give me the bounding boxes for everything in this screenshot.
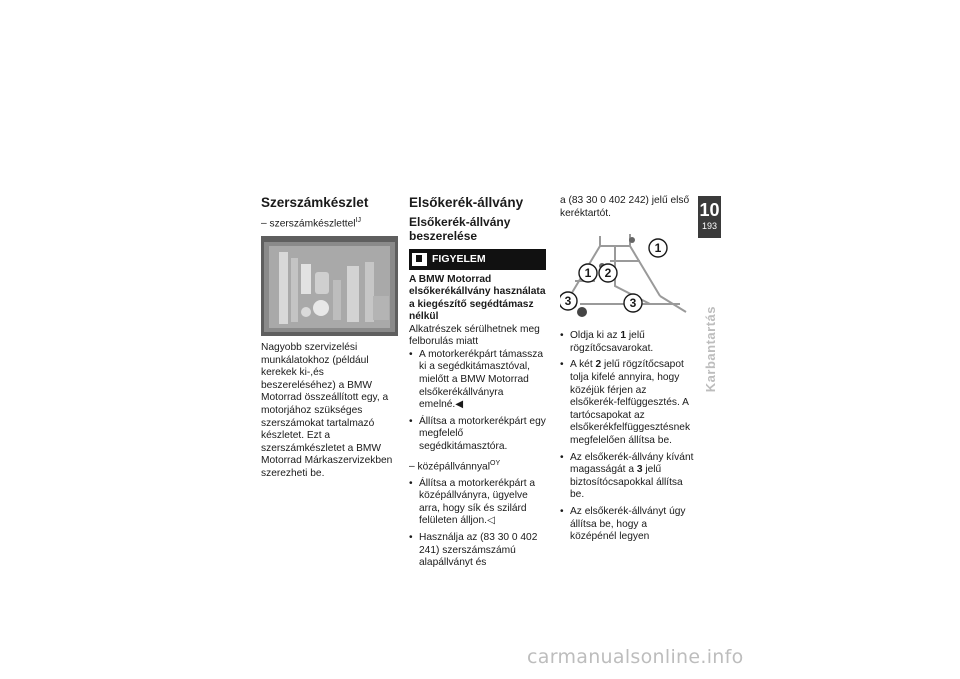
- toolkit-photo: [261, 236, 398, 336]
- chapter-label: Karbantartás: [703, 306, 718, 393]
- list-item: • Az elsőkerék-állványt úgy állítsa be, hogy a középénél legyen: [560, 506, 696, 544]
- callout-3-right: 3: [629, 296, 637, 311]
- intro-text: a (83 30 0 402 242) jelű első keréktartót.: [560, 195, 690, 219]
- section-title-front-stand: Elsőkerék-állvány: [409, 195, 524, 210]
- callout-3-left: 3: [564, 294, 572, 309]
- front-stand-diagram: [560, 226, 696, 320]
- instruction-list-3: [560, 330, 696, 544]
- column-toolkit: [261, 195, 398, 481]
- callout-1: 1: [654, 241, 662, 256]
- warning-banner: [409, 249, 546, 270]
- instruction-list-2: [409, 478, 546, 570]
- callout-1-left: 1: [584, 266, 592, 281]
- chapter-number: 10: [699, 200, 720, 220]
- subsection-title-install: Elsőkerék-állvány beszerelése: [409, 215, 511, 243]
- stand-illustration: [560, 226, 696, 320]
- section-title-toolkit: Szerszámkészlet: [261, 195, 369, 210]
- option-note: – szerszámkészlettel$^{IJ}$: [261, 215, 398, 231]
- toolkit-body: Nagyobb szervizelési munkálatokhoz (például kerekek ki-,és beszereléséhez) a BMW Motorrad összeállított egy, a motorjához szükséges szerszámokat tartalmazó készletet. Ezt a szerszámkészletet a BMW Motorrad Márkaszervizekben szerezheti be.: [261, 341, 393, 479]
- column-continued: [560, 195, 696, 548]
- column-front-stand: [409, 195, 546, 574]
- list-item: • A két 2 jelű rögzítőcsapot tolja kifelé annyira, hogy közéjük férjen az elsőkerék-felfüggesztés. A tartócsapokat az elsőkerékfelfüggesztésnek megfelelően állítsa be.: [560, 359, 696, 447]
- list-item: • Az elsőkerék-állvány kívánt magasságát a 3 jelű biztosítócsapokkal állítsa be.: [560, 452, 696, 502]
- option-note: – középállvánnyal$^{OY}$: [409, 458, 546, 474]
- list-item: • Oldja ki az 1 jelű rögzítőcsavarokat.: [560, 330, 696, 355]
- list-item: • Állítsa a motorkerékpárt egy megfelelő segédkitámasztóra.: [409, 416, 546, 454]
- page-number: 193: [701, 221, 718, 231]
- list-item: • Állítsa a motorkerékpárt a középállványra, ügyelve arra, hogy sík és szilárd felületen álljon.◁: [409, 478, 546, 528]
- chapter-tab: [698, 196, 721, 238]
- toolkit-image: [261, 236, 398, 336]
- warning-label: FIGYELEM: [432, 253, 486, 266]
- warning-text: Alkatrészek sérülhetnek meg felborulás miatt: [409, 323, 540, 348]
- watermark: carmanualsonline.info: [527, 646, 744, 668]
- warning-icon: [412, 253, 427, 266]
- callout-2: 2: [604, 266, 612, 281]
- instruction-list-1: [409, 349, 546, 454]
- warning-heading: A BMW Motorrad elsőkerékállvány használata a kiegészítő segédtámasz nélkül: [409, 274, 546, 323]
- list-item: • Használja az (83 30 0 402 241) szerszámszámú alapállványt és: [409, 532, 546, 570]
- list-item: • A motorkerékpárt támassza ki a segédkitámasztóval, mielőtt a BMW Motorrad elsőkerékállványra emelné.◀: [409, 349, 546, 412]
